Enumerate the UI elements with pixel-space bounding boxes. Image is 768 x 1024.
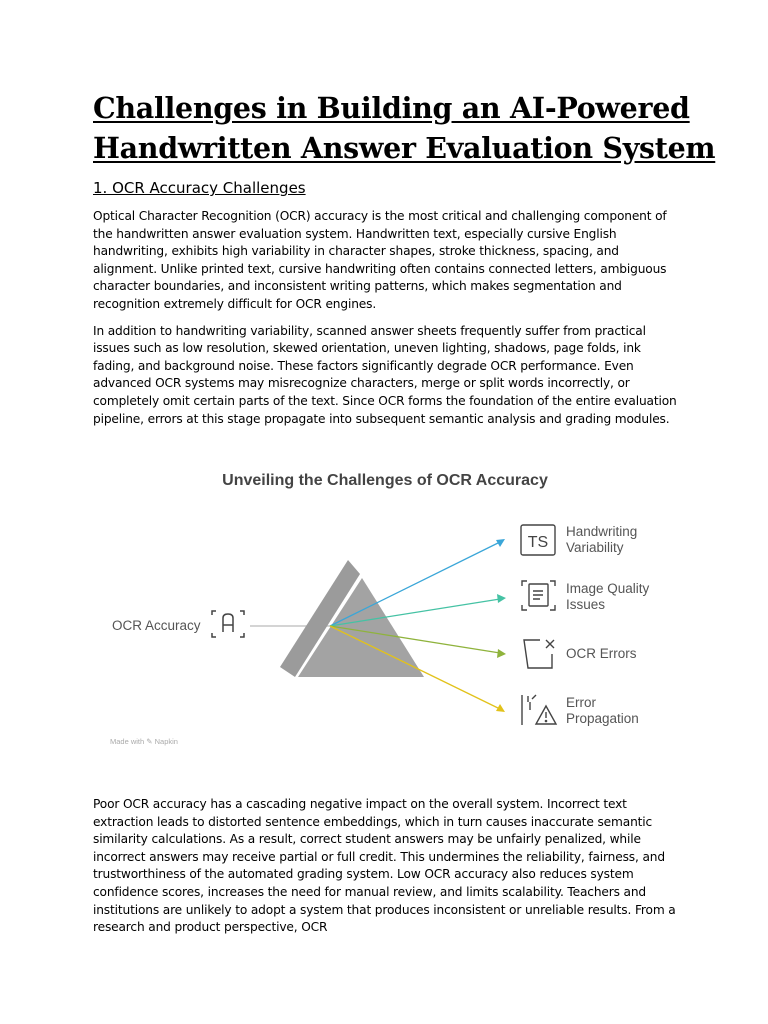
output-label-2: Image Quality Issues <box>566 581 650 612</box>
section-heading: 1. OCR Accuracy Challenges <box>93 179 306 197</box>
a-icon <box>212 611 244 637</box>
bottom-text <box>93 796 683 946</box>
beam-1 <box>330 542 500 626</box>
figure-title: Unveiling the Challenges of OCR Accuracy <box>222 472 548 489</box>
paragraph-3: Poor OCR accuracy has a cascading negative impact on the overall system. Incorrect text extraction leads to distorted sentence embeddings, which in turn causes inaccurate semantic similarity calculations. As a result, correct student answers may be unfairly penalized, while incorrect answers may receive partial or full credit. This undermines the reliability, fairness, and trustworthiness of the automated grading system. Low OCR accuracy also reduces system confidence scores, increases the need for manual review, and limits scalability. Teachers and institutions are unlikely to adopt a system that produces inconsistent or unreliable results. From a research and product perspective, OCR <box>93 797 676 935</box>
napkin-watermark: Made with ✎ Napkin <box>110 737 178 746</box>
title-line-1: Challenges in Building an AI-Powered <box>93 91 690 125</box>
document-title <box>93 88 716 168</box>
document-icon <box>522 581 555 610</box>
input-label: OCR Accuracy <box>112 618 201 633</box>
output-label-1: Handwriting Variability <box>566 524 638 555</box>
document-body <box>93 88 716 437</box>
title-line-2: Handwritten Answer Evaluation System <box>93 131 716 165</box>
broken-frame-icon <box>524 640 554 668</box>
output-label-3: OCR Errors <box>566 646 637 661</box>
ocr-challenges-figure <box>100 462 670 752</box>
warning-icon <box>522 695 556 725</box>
output-label-4: Error Propagation <box>566 695 639 726</box>
ts-icon-text: TS <box>527 534 549 551</box>
paragraph-2: In addition to handwriting variability, scanned answer sheets frequently suffer from practical issues such as low resolution, skewed orientation, uneven lighting, shadows, page folds, ink fading, and background noise. These factors significantly degrade OCR performance. Even advanced OCR systems may misrecognize characters, merge or split words incorrectly, or completely omit certain parts of the text. Since OCR forms the foundation of the entire evaluation pipeline, errors at this stage propagate into subsequent semantic analysis and grading modules. <box>93 323 677 426</box>
paragraph-1: Optical Character Recognition (OCR) accuracy is the most critical and challenging component of the handwritten answer evaluation system. Handwritten text, especially cursive English handwriting, exhibits high variability in character shapes, stroke thickness, spacing, and alignment. Unlike printed text, cursive handwriting often contains connected letters, ambiguous character boundaries, and inconsistent writing patterns, which makes segmentation and recognition extremely difficult for OCR engines. <box>93 209 667 311</box>
